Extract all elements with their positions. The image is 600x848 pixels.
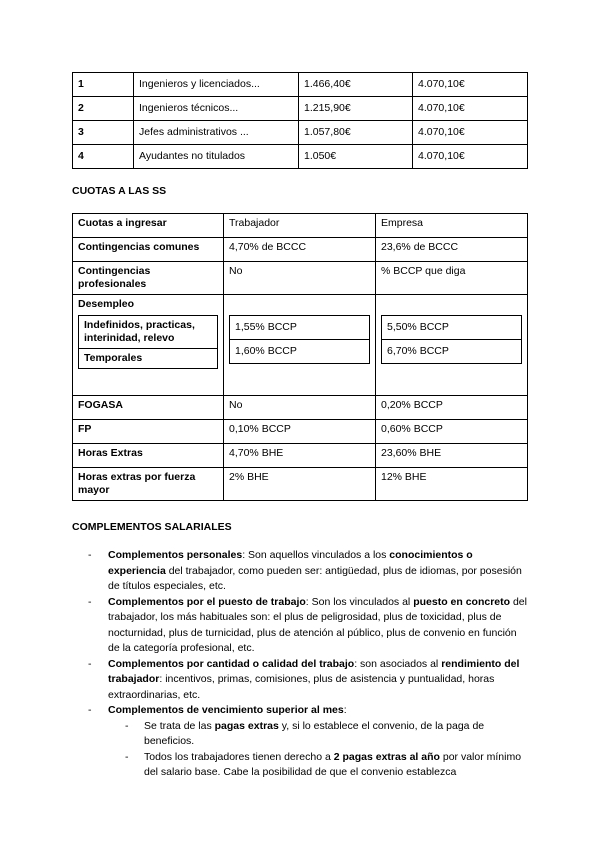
item-bold: rendimiento del trabajador bbox=[108, 657, 520, 685]
empresa-cell: 0,60% BCCP bbox=[376, 420, 528, 444]
sublist-item-derecho bbox=[108, 750, 528, 781]
categories-table-body bbox=[73, 73, 528, 169]
table-row bbox=[73, 121, 528, 145]
label-cell: FP bbox=[73, 420, 224, 444]
item-title: Complementos personales bbox=[108, 549, 243, 561]
item-text: : Son aquellos vinculados a los bbox=[242, 549, 390, 561]
trabajador-cell: 4,70% de BCCC bbox=[224, 238, 376, 262]
value-indefinidos: 5,50% BCCP bbox=[387, 321, 449, 333]
cuotas-heading: CUOTAS A LAS SS bbox=[72, 185, 167, 197]
category-group-cell: Ingenieros técnicos... bbox=[134, 97, 299, 121]
empresa-cell: 23,6% de BCCC bbox=[376, 238, 528, 262]
category-number-cell: 3 bbox=[73, 121, 134, 145]
row-horas-fuerza-mayor bbox=[73, 468, 528, 501]
row-desempleo bbox=[73, 295, 528, 396]
cuotas-header-row bbox=[73, 214, 528, 238]
label-cell: Contingencias comunes bbox=[73, 238, 224, 262]
desempleo-subtypes-box bbox=[78, 315, 218, 369]
sublist-item-pagas bbox=[108, 719, 528, 750]
list-item-personales bbox=[88, 548, 528, 595]
complementos-heading: COMPLEMENTOS SALARIALES bbox=[72, 521, 232, 533]
table-row bbox=[73, 97, 528, 121]
empresa-cell: 23,60% BHE bbox=[376, 444, 528, 468]
vencimiento-sublist bbox=[108, 719, 528, 781]
item-text: Todos los trabajadores tienen derecho a bbox=[144, 750, 334, 763]
category-number-cell: 4 bbox=[73, 145, 134, 169]
row-horas-extras bbox=[73, 444, 528, 468]
table-row bbox=[73, 145, 528, 169]
item-title: Complementos por cantidad o calidad del trabajo bbox=[108, 657, 355, 670]
min-salary-cell: 1.050€ bbox=[299, 145, 413, 169]
item-bold: 2 pagas extras al año bbox=[333, 750, 440, 763]
row-contingencias-comunes bbox=[73, 238, 528, 262]
header-cuotas: Cuotas a ingresar bbox=[73, 214, 224, 238]
item-text: Se trata de las bbox=[144, 719, 215, 732]
label-cell: FOGASA bbox=[73, 396, 224, 420]
category-group-cell: Ayudantes no titulados bbox=[134, 145, 299, 169]
category-number-cell: 2 bbox=[73, 97, 134, 121]
max-salary-cell: 4.070,10€ bbox=[413, 97, 528, 121]
value-indefinidos: 1,55% BCCP bbox=[235, 321, 297, 333]
item-text: : son asociados al bbox=[354, 657, 442, 670]
min-salary-cell: 1.215,90€ bbox=[299, 97, 413, 121]
item-title: Complementos por el puesto de trabajo bbox=[108, 595, 306, 608]
value-temporales: 1,60% BCCP bbox=[230, 339, 369, 363]
list-item-cantidad bbox=[88, 657, 528, 704]
trabajador-cell: 2% BHE bbox=[224, 468, 376, 501]
min-salary-cell: 1.466,40€ bbox=[299, 73, 413, 97]
item-text: : incentivos, primas, comisiones, plus de asistencia y puntualidad, horas extraordinarias, etc. bbox=[108, 673, 495, 701]
item-text: por valor mínimo del salario base. Cabe la posibilidad de que el convenio establezca bbox=[144, 750, 522, 778]
value-temporales: 6,70% BCCP bbox=[382, 339, 521, 363]
subtype-indefinidos: Indefinidos, practicas, interinidad, relevo bbox=[84, 319, 195, 344]
desempleo-trabajador-box bbox=[229, 315, 370, 364]
label-cell: Horas extras por fuerza mayor bbox=[73, 468, 224, 501]
item-text: : bbox=[343, 704, 347, 716]
empresa-cell: 0,20% BCCP bbox=[376, 396, 528, 420]
label-cell: Horas Extras bbox=[73, 444, 224, 468]
list-item-vencimiento bbox=[88, 703, 528, 781]
complementos-list bbox=[88, 548, 528, 781]
header-empresa: Empresa bbox=[376, 214, 528, 238]
row-contingencias-profesionales bbox=[73, 262, 528, 295]
table-row bbox=[73, 73, 528, 97]
empresa-cell: 12% BHE bbox=[376, 468, 528, 501]
item-bold: pagas extras bbox=[214, 719, 279, 732]
desempleo-trabajador-cell bbox=[224, 295, 376, 396]
item-text: y, si lo establece el convenio, de la paga de beneficios. bbox=[144, 719, 485, 747]
desempleo-label: Desempleo bbox=[78, 298, 135, 310]
item-bold: conocimientos o experiencia bbox=[108, 549, 473, 577]
desempleo-label-cell bbox=[73, 295, 224, 396]
list-item-puesto bbox=[88, 595, 528, 657]
trabajador-cell: 4,70% BHE bbox=[224, 444, 376, 468]
category-number-cell: 1 bbox=[73, 73, 134, 97]
trabajador-cell: No bbox=[224, 396, 376, 420]
desempleo-empresa-cell bbox=[376, 295, 528, 396]
empresa-cell: % BCCP que diga bbox=[376, 262, 528, 295]
categories-table bbox=[72, 72, 528, 169]
subtype-temporales: Temporales bbox=[79, 348, 217, 368]
label-cell: Contingencias profesionales bbox=[73, 262, 224, 295]
min-salary-cell: 1.057,80€ bbox=[299, 121, 413, 145]
category-group-cell: Ingenieros y licenciados... bbox=[134, 73, 299, 97]
item-text: : Son los vinculados al bbox=[305, 595, 414, 608]
max-salary-cell: 4.070,10€ bbox=[413, 73, 528, 97]
row-fogasa bbox=[73, 396, 528, 420]
cuotas-table bbox=[72, 213, 528, 501]
category-group-cell: Jefes administrativos ... bbox=[134, 121, 299, 145]
desempleo-empresa-box bbox=[381, 315, 522, 364]
item-title: Complementos de vencimiento superior al mes bbox=[108, 704, 344, 716]
item-text: del trabajador, como pueden ser: antigüedad, plus de idiomas, por posesión de títulos especiales, etc. bbox=[108, 564, 522, 592]
max-salary-cell: 4.070,10€ bbox=[413, 145, 528, 169]
row-fp bbox=[73, 420, 528, 444]
max-salary-cell: 4.070,10€ bbox=[413, 121, 528, 145]
item-bold: puesto en concreto bbox=[413, 595, 511, 608]
item-text: del trabajador, los más habituales son: el plus de peligrosidad, plus de toxicidad, plus de nocturnidad, plus de turnicidad, plus de atención al público, plus de convenio en función de la categoría profesional, etc. bbox=[108, 595, 527, 654]
trabajador-cell: 0,10% BCCP bbox=[224, 420, 376, 444]
header-trabajador: Trabajador bbox=[224, 214, 376, 238]
trabajador-cell: No bbox=[224, 262, 376, 295]
